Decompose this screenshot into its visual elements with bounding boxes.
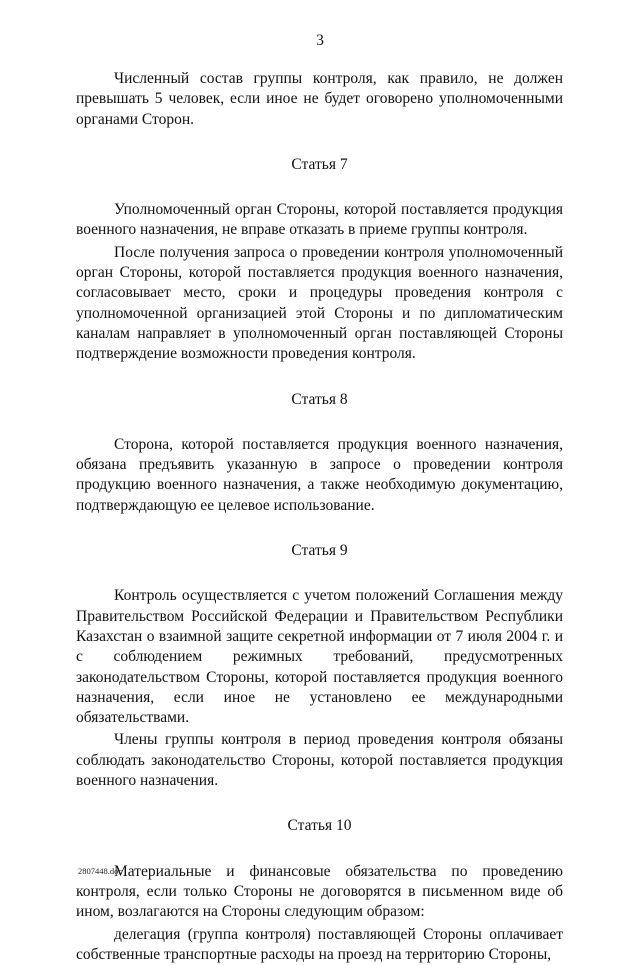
paragraph-group-size: Численный состав группы контроля, как правило, не должен превышать 5 человек, если иное не будет оговорено уполномоченными органами Сторон. bbox=[76, 69, 563, 130]
file-name-footer: 2807448.doc bbox=[78, 866, 122, 876]
paragraph-no-refusal: Уполномоченный орган Стороны, которой поставляется продукция военного назначения, не вправе отказать в приеме группы контроля. bbox=[76, 200, 563, 241]
paragraph-request-processing: После получения запроса о проведении контроля уполномоченный орган Стороны, которой поставляется продукция военного назначения, согласовывает место, сроки и процедуры проведения контроля с уполномоченной организацией этой Стороны и по дипломатическим каналам направляет в уполномоченный орган поставляющей Стороны подтверждение возможности проведения контроля. bbox=[76, 243, 563, 365]
paragraph-present-products: Сторона, которой поставляется продукция военного назначения, обязана предъявить указанную в запросе о проведении контроля продукцию военного назначения, а также необходимую документацию, подтверждающую ее целевое использование. bbox=[76, 435, 563, 516]
article-7-heading: Статья 7 bbox=[76, 155, 563, 175]
paragraph-financial-obligations: Материальные и финансовые обязательства по проведению контроля, если только Стороны не договорятся в письменном виде об ином, возлагаются на Стороны следующим образом: bbox=[76, 862, 563, 923]
paragraph-observe-legislation: Члены группы контроля в период проведения контроля обязаны соблюдать законодательство Стороны, которой поставляется продукция военного назначения. bbox=[76, 730, 563, 791]
article-10-heading: Статья 10 bbox=[76, 816, 563, 836]
page-number: 3 bbox=[0, 31, 640, 51]
article-9-heading: Статья 9 bbox=[76, 541, 563, 561]
paragraph-delegation-expenses: делегация (группа контроля) поставляющей Стороны оплачивает собственные транспортные расходы на проезд на территорию Стороны, bbox=[76, 925, 563, 965]
document-body bbox=[76, 69, 563, 965]
paragraph-secret-information: Контроль осуществляется с учетом положений Соглашения между Правительством Российской Федерации и Правительством Республики Казахстан о взаимной защите секретной информации от 7 июля 2004 г. и с соблюдением режимных требований, предусмотренных законодательством Стороны, которой поставляется продукция военного назначения, если иное не установлено ее международными обязательствами. bbox=[76, 586, 563, 728]
article-8-heading: Статья 8 bbox=[76, 390, 563, 410]
